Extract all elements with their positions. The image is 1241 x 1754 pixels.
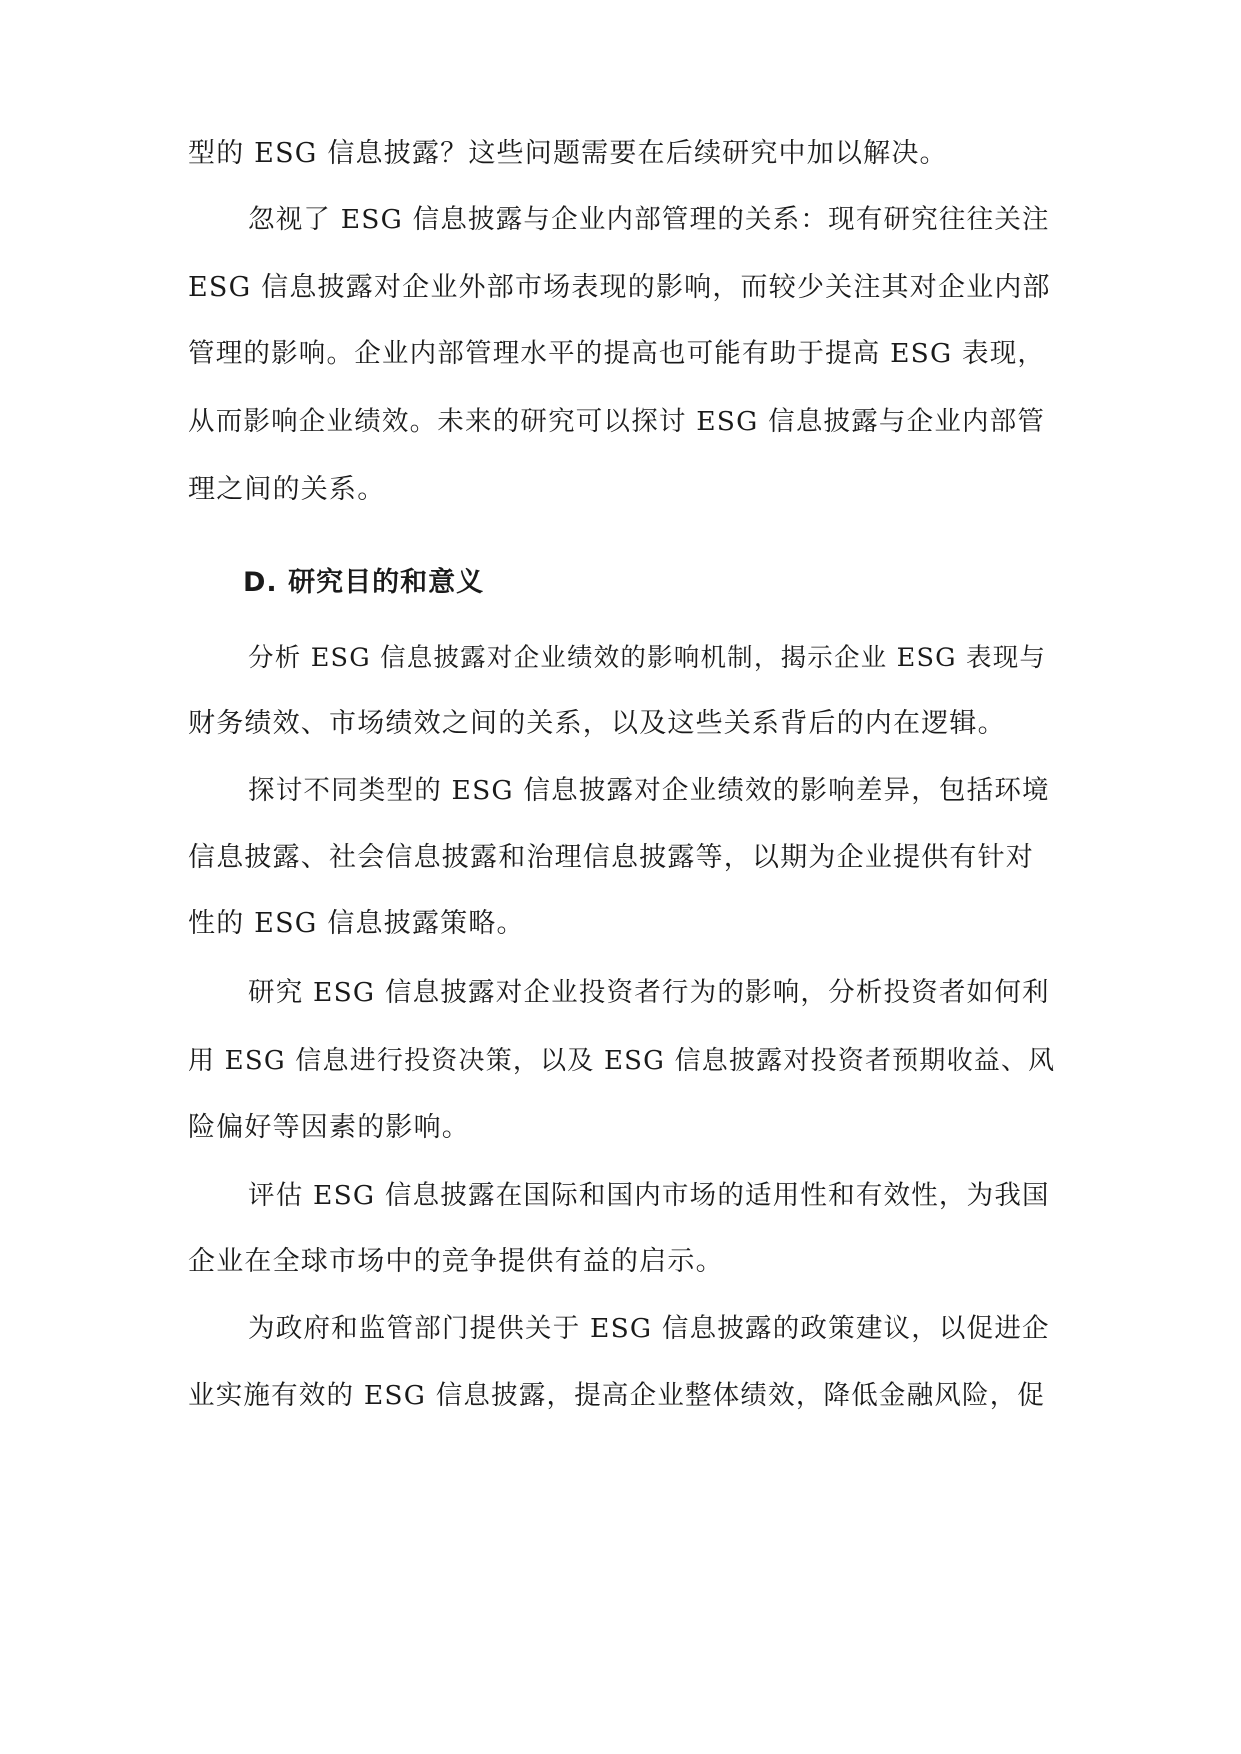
text-line-12: 研究 ESG 信息披露对企业投资者行为的影响，分析投资者如何利 — [248, 977, 1050, 1008]
text-line-7: 分析 ESG 信息披露对企业绩效的影响机制，揭示企业 ESG 表现与 — [248, 643, 1047, 673]
text-line-14: 险偏好等因素的影响。 — [188, 1112, 470, 1143]
text-line-2: 忽视了 ESG 信息披露与企业内部管理的关系：现有研究往往关注 — [248, 204, 1050, 235]
text-line-11: 性的 ESG 信息披露策略。 — [188, 908, 525, 939]
text-line-8: 财务绩效、市场绩效之间的关系，以及这些关系背后的内在逻辑。 — [188, 708, 1006, 739]
text-line-4: 管理的影响。企业内部管理水平的提高也可能有助于提高 ESG 表现， — [188, 338, 1046, 369]
text-line-1: 型的 ESG 信息披露？这些问题需要在后续研究中加以解决。 — [188, 138, 948, 169]
text-line-18: 业实施有效的 ESG 信息披露，提高企业整体绩效，降低金融风险，促 — [188, 1380, 1046, 1411]
section-heading: D. 研究目的和意义 — [243, 567, 485, 598]
text-line-6: 理之间的关系。 — [188, 474, 386, 505]
text-line-3: ESG 信息披露对企业外部市场表现的影响，而较少关注其对企业内部 — [188, 272, 1051, 303]
text-line-10: 信息披露、社会信息披露和治理信息披露等，以期为企业提供有针对 — [188, 842, 1034, 873]
text-line-13: 用 ESG 信息进行投资决策，以及 ESG 信息披露对投资者预期收益、风 — [188, 1046, 1056, 1076]
text-line-15: 评估 ESG 信息披露在国际和国内市场的适用性和有效性，为我国 — [248, 1180, 1050, 1211]
text-line-5: 从而影响企业绩效。未来的研究可以探讨 ESG 信息披露与企业内部管 — [188, 406, 1046, 437]
text-line-17: 为政府和监管部门提供关于 ESG 信息披露的政策建议，以促进企 — [248, 1313, 1050, 1344]
text-line-9: 探讨不同类型的 ESG 信息披露对企业绩效的影响差异，包括环境 — [248, 775, 1050, 806]
text-line-16: 企业在全球市场中的竞争提供有益的启示。 — [188, 1246, 724, 1277]
